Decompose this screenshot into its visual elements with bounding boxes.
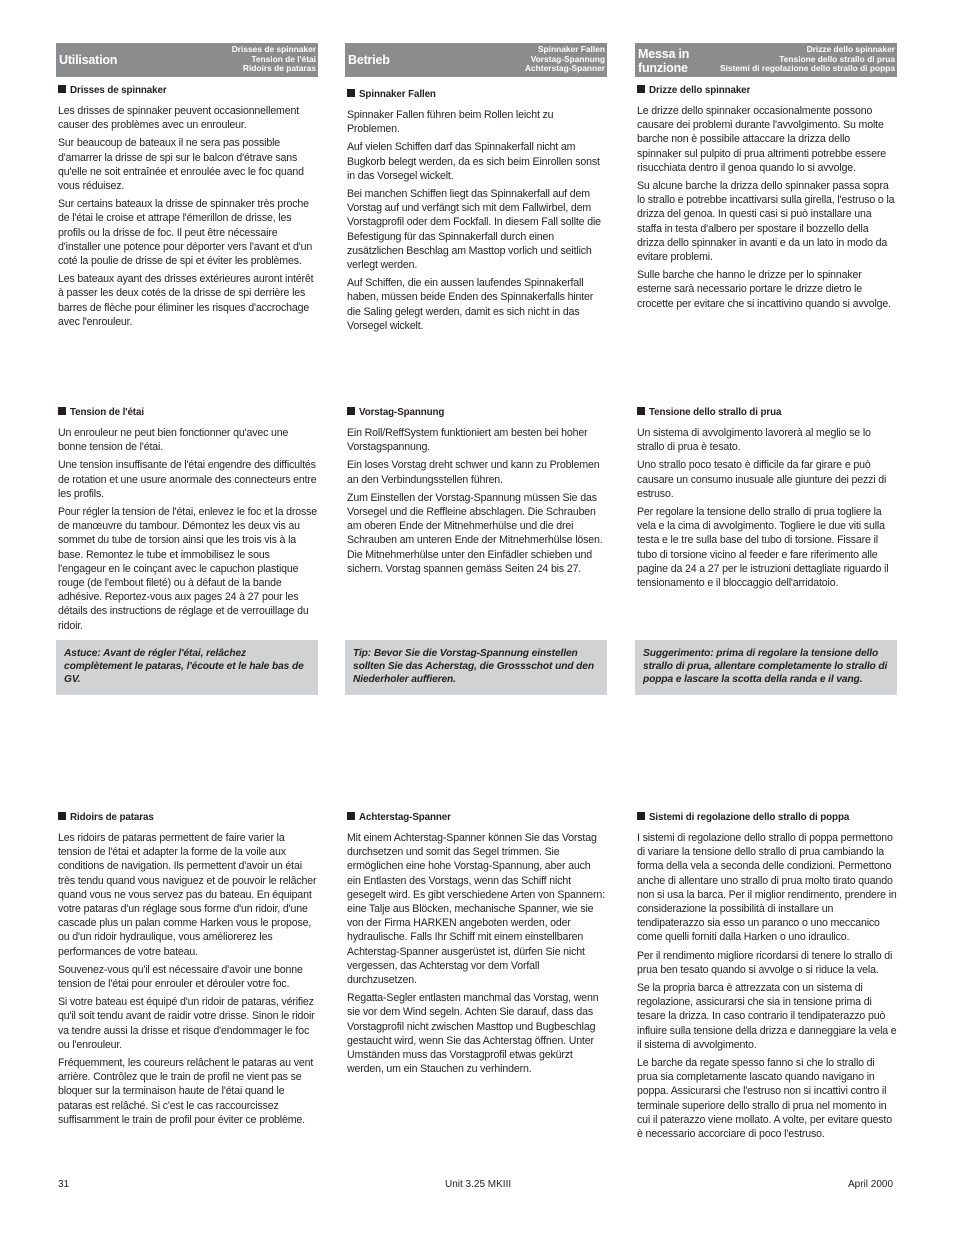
tip-box: Astuce: Avant de régler l'étai, relâchez complètement le pataras, l'écoute et le hale bas de GV. [56,640,318,695]
header-subtitle: Achterstag-Spanner [524,63,605,74]
paragraph: Un enrouleur ne peut bien fonctionner qu'avec une bonne tension de l'étai. [58,427,289,454]
paragraph: Le drizze dello spinnaker occasionalmente possono causare dei problemi durante l'avvolgimento. Su molte barche non è possibile attaccare la drizza dello spinnaker sul pulpito di prua altrimenti potrebbe essere risucchiata dentro il genoa quando lo si avvolge. [637,105,886,174]
section-title: Drisses de spinnaker [58,85,318,97]
tip-box: Suggerimento: prima di regolare la tensione dello strallo di prua, allentare completamente lo strallo di poppa e lascare la scotta della randa e il vang. [635,640,897,695]
paragraph: Uno strallo poco tesato è difficile da far girare e può causare un consumo inusuale alle giunture dei pezzi di estruso. [637,459,887,500]
section-headstay-tension [637,407,897,594]
header-subtitles [525,45,605,74]
header-title: Utilisation [59,53,118,67]
paragraph: I sistemi di regolazione dello strallo di poppa permettono di variare la tensione dello strallo di prua cambiando la forma della vela a seconda delle condizioni. Permettono anche di allentare uno strallo di prua molto tirato quando non si usa la barca. Per il miglior rendimento, prendere in considerazione la possibilità di installare un tendipaterazzo sia esso un paranco o uno meccanico come quelli forniti dalla Harken o uno idraulico. [637,832,897,944]
paragraph: Les drisses de spinnaker peuvent occasionnellement causer des problèmes avec un enrouleur. [58,105,300,132]
section-backstay-adjusters [58,812,318,1131]
paragraph: Se la propria barca è attrezzata con un sistema di regolazione, assicurarsi che sia in tensione prima di tesare la drizza. In caso contrario il tendipaterazzo può influire sulla tensione della drizza e danneggiare la vela e il sistema di avvolgimento. [637,982,897,1051]
paragraph: Regatta-Segler entlasten manchmal das Vorstag, wenn sie vor dem Wind segeln. Achten Sie darauf, dass das Vorstagprofil nicht zwischen Masttop und Bugbeschlag gestaucht wird, wenn Sie das Achterstag öffnen. Unter Umständen muss das Vorstagprofil etwas gekürzt werden, um ein Stauchen zu verhindern. [347,992,599,1076]
header-subtitle: Spinnaker Fallen [537,44,605,54]
section-title: Drizze dello spinnaker [637,85,897,97]
paragraph: Zum Einstellen der Vorstag-Spannung müssen Sie das Vorsegel und die Reffleine abschlagen. Die Schrauben am oberen Ende der Mitnehmerhülse und die drei Schrauben am unteren Ende der Mitnehmerhülse lösen. Die Mitnehmerhülse unter den Einfädler schieben und sichern. Vorstag spannen gemäss Seiten 24 bis 27. [347,491,603,575]
header-subtitles [720,45,895,74]
section-title: Tension de l'étai [58,407,318,419]
column-german [345,43,607,1076]
square-bullet-icon [347,407,355,415]
section-title: Vorstag-Spannung [347,407,607,419]
footer-date: April 2000 [848,1179,894,1190]
square-bullet-icon [347,89,355,97]
section-title: Spinnaker Fallen [347,89,607,101]
paragraph: Les bateaux ayant des drisses extérieures auront intérêt à passer les deux cotés de la drisse de spi derrière les barres de flèche pour éliminer les risques d'accrochage avec l'enrouleur. [58,273,314,328]
paragraph: Si votre bateau est équipé d'un ridoir de pataras, vérifiez qu'il soit tendu avant de raidir votre drisse. Sinon le ridoir va tendre aussi la drisse et risque d'endommager le foc ou l'enrouleur. [58,996,315,1051]
header-subtitle: Drizze dello spinnaker [806,44,895,54]
section-backstay-adjusters [637,812,897,1145]
paragraph: Un sistema di avvolgimento lavorerà al meglio se lo strallo di prua è tesato. [637,427,871,454]
square-bullet-icon [347,812,355,820]
paragraph: Per il rendimento migliore ricordarsi di tenere lo strallo di prua ben tesato quando si avvolge o si riduce la vela. [637,949,893,976]
header-subtitle: Ridoirs de pataras [242,63,316,74]
header-subtitle: Drisses de spinnaker [231,44,316,54]
tip-box: Tip: Bevor Sie die Vorstag-Spannung einstellen sollten Sie das Acherstag, die Grossschot und den Niederholer auffieren. [345,640,607,695]
section-headstay-tension [58,407,318,637]
header-title: Betrieb [348,53,390,67]
paragraph: Ein loses Vorstag dreht schwer und kann zu Problemen an den Verbindungsstellen führen. [347,459,600,486]
header-subtitle: Vorstag-Spannung [530,53,605,64]
paragraph: Mit einem Achterstag-Spanner können Sie das Vorstag durchsetzen und somit das Segel trimmen. Sie ermöglichen eine hohe Vorstag-Spannung, aber auch ein Entlasten des Vorstags, wenn das Schiff nicht gesegelt wird. Es gibt verschiedene Arten von Spannern: eine Talje aus Blöcken, mechanische Spanner, wie sie von der Firma HARKEN angeboten werden, oder hydraulische. Falls Ihr Schiff mit einem einstellbaren Achterstag-Spanner ausgerüstet ist, dürfen Sie nicht vergessen, das Achterstag vor dem Vorfall durchzusetzen. [347,832,605,987]
header-subtitle: Tension de l'étai [251,53,316,64]
square-bullet-icon [58,85,66,93]
square-bullet-icon [637,812,645,820]
section-spinnaker-halyards [637,85,897,315]
section-backstay-adjusters [347,812,607,1080]
header-subtitle: Sistemi di regolazione dello strallo di poppa [720,63,895,74]
paragraph: Ein Roll/ReffSystem funktioniert am besten bei hoher Vorstagspannung. [347,427,588,454]
square-bullet-icon [637,407,645,415]
page-number: 31 [58,1179,70,1190]
square-bullet-icon [58,407,66,415]
section-title: Ridoirs de pataras [58,812,318,824]
paragraph: Les ridoirs de pataras permettent de faire varier la tension de l'étai et adapter la forme de la voile aux conditions de navigation. Ils permettent d'avoir un étai très tendu quand vous naviguez et de pouvoir le relâcher quand vous ne vous servez pas du bateau. En équipant votre pataras d'un réglage sous forme d'un ridoir, d'une cascade plus un palan comme Harken vous le propose, ou d'un ridoir hydraulique, vous améliorerez les performances de votre bateau. [58,832,317,958]
section-title: Achterstag-Spanner [347,812,607,824]
header-subtitles [232,45,316,74]
column-italian [635,43,897,1141]
paragraph: Spinnaker Fallen führen beim Rollen leicht zu Problemen. [347,109,554,136]
paragraph: Bei manchen Schiffen liegt das Spinnakerfall auf dem Vorstag auf und verfängt sich mit dem Fallwirbel, dem Vorstagprofil oder dem Fockfall. In diesem Fall sollte die Befestigung für das Spinnakerfall durch einen zusätzlichen Beschlag am Masttop vorlich und seitlich verlegt werden. [347,188,601,272]
section-headstay-tension [347,407,607,580]
paragraph: Pour régler la tension de l'étai, enlevez le foc et la drosse de manœuvre du tambour. Démontez les deux vis au sommet du tube de torsion ainsi que les trois vis à la base. Remontez le tube et immobilisez le sous l'engageur en le coinçant avec le capuchon plastique rouge (de l'embout fileté) ou à défaut de la bande adhésive. Reportez-vous aux pages 24 à 27 pour les détails des instructions de réglage et de verrouillage du ridoir. [58,506,318,632]
paragraph: Fréquemment, les coureurs relâchent le pataras au vent arrière. Contrôlez que le train de profil ne vient pas se bloquer sur la terminaison haute de l'étai quand le pataras est relâché. Si c'est le cas raccourcissez suffisamment le train de profil pour éviter ce problème. [58,1057,314,1126]
paragraph: Une tension insuffisante de l'étai engendre des difficultés de rotation et une usure anormale des connecteurs entre les profils. [58,459,317,500]
column-french [56,43,318,1126]
paragraph: Le barche da regate spesso fanno sì che lo strallo di prua sia completamente lascato quando navigano in poppa. Assicurarsi che l'estruso non si incattivi contro il terminale superiore dello strallo di prua nel momento in cui il paterazzo viene mollato. A volte, per evitare questo è necessario accorciare di poco l'estruso. [637,1057,892,1141]
section-header [345,43,607,77]
paragraph: Auf vielen Schiffen darf das Spinnakerfall nicht am Bugkorb belegt werden, da es sich beim Einrollen sonst in das Vorsegel wickelt. [347,141,600,182]
section-header [56,43,318,77]
paragraph: Sulle barche che hanno le drizze per lo spinnaker esterne sarà necessario portare le drizze dietro le crocette per evitare che si incattivino quando si avvolge. [637,269,891,310]
paragraph: Souvenez-vous qu'il est nécessaire d'avoir une bonne tension de l'étai pour enrouler et dérouler votre foc. [58,963,303,991]
paragraph: Su alcune barche la drizza dello spinnaker passa sopra lo strallo e potrebbe incattivarsi sulla girella, l'estruso o la drizza del genoa. In questi casi si può installare una staffa in testa d'albero per spostare il bozzello della drizza dello spinnaker in avanti e da un lato in modo da evitare problemi. [637,180,895,264]
section-title: Sistemi di regolazione dello strallo di poppa [637,812,897,824]
square-bullet-icon [58,812,66,820]
section-title: Tensione dello strallo di prua [637,407,897,419]
section-spinnaker-halyards [347,89,607,337]
paragraph: Per regolare la tensione dello strallo di prua togliere la vela e la cima di avvolgimento. Togliere le due viti sulla testa e le tre sulla base del tubo di torsione. Fissare il tubo di torsione vicino al feeder e fare riferimento alle pagine da 24 a 27 per le istruzioni dettagliate riguardo il tensionamento e il bloccaggio dell'arridatoio. [637,506,889,590]
section-header [635,43,897,77]
paragraph: Sur beaucoup de bateaux il ne sera pas possible d'amarrer la drisse de spi sur le balcon d'étrave sans qu'elle ne soit entraînée et enroulée avec le foc quand vous réduisez. [58,137,304,193]
footer-unit: Unit 3.25 MKIII [445,1179,512,1190]
header-title: Messa in funzione [638,47,690,75]
paragraph: Auf Schiffen, die ein aussen laufendes Spinnakerfall haben, müssen beide Enden des Spinnakerfalls hinter die Saling gelegt werden, damit es sich nicht in das Vorsegel wickelt. [347,277,594,332]
header-subtitle: Tensione dello strallo di prua [779,53,895,64]
paragraph: Sur certains bateaux la drisse de spinnaker très proche de l'étai le croise et attrape l'émerillon de drisse, les profils ou la drisse de foc. Il peut être nécessaire d'installer une potence pour déporter vers l'avant et d'un coté la poulie de drisse de spi et éviter les problèmes. [58,198,313,268]
section-spinnaker-halyards [58,85,318,333]
square-bullet-icon [637,85,645,93]
